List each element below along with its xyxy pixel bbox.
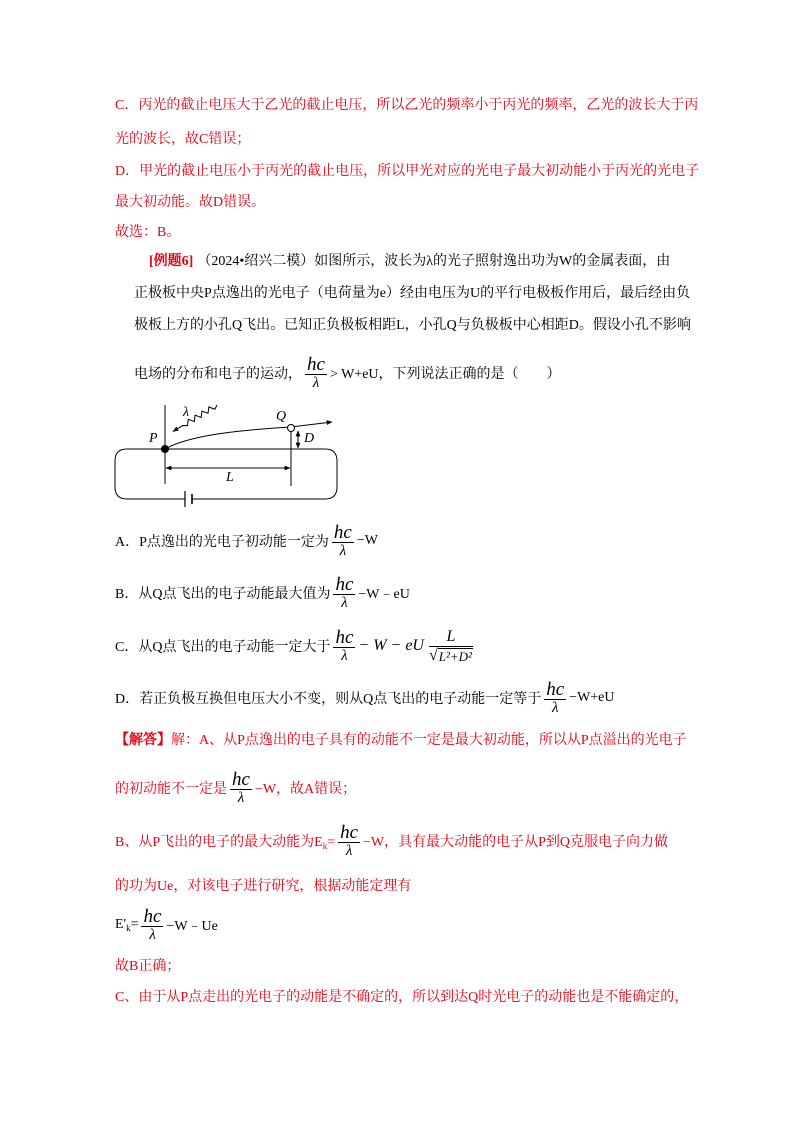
fraction-numerator: hc [335,573,354,595]
fraction-hc-over-lambda [333,573,355,611]
option-b-tail: −W﹣eU [358,587,410,602]
fraction-hc-over-lambda [305,353,327,391]
question-text-4: 电场的分布和电子的运动， [134,367,302,382]
solution-c-line-1: C．丙光的截止电压大于乙光的截止电压，所以乙光的频率小于丙光的频率，乙光的波长大于丙 [115,98,699,113]
fraction-numerator: hc [143,905,162,927]
solution-d-line-2: 最大初动能。故D错误。 [115,195,266,210]
fraction-hc-over-lambda [141,905,163,943]
solution-line-6: 故B正确； [115,959,181,974]
fraction-hc-over-lambda [338,821,360,859]
hole-q [288,425,295,432]
label-p: P [149,431,158,446]
question-line-1 [149,252,670,272]
question-text-1: （2024•绍兴二模）如图所示，波长为λ的光子照射逸出功为W的金属表面，由 [197,254,671,269]
solution-text-2: 的初动能不一定是 [115,782,227,797]
final-answer: 故选：B。 [115,225,181,240]
fraction-denominator: λ [341,594,348,611]
option-d-tail: −W+eU [569,690,615,705]
solution-c-line-2: 光的波长，故C错误； [115,132,251,147]
fraction-numerator: hc [333,521,352,543]
kinetic-energy-symbol: E' [115,917,127,932]
solution-text-3-tail: −W，具有最大动能的电子从P到Q克服电子向力做 [363,835,669,850]
solution-line-2 [115,768,356,808]
fraction-numerator: hc [340,821,359,843]
option-d-text: D．若正负极互换但电压大小不变，则从Q点飞出的电子动能一定等于 [115,692,542,707]
example-tag: [例题6] [149,254,194,269]
fraction-denominator: λ [312,374,320,391]
sqrt-sign: √ [428,646,438,664]
fraction-denominator: λ [341,647,348,664]
capacitor-diagram [100,395,350,515]
question-line-3: 极板上方的小孔Q飞出。已知正负极板相距L，小孔Q与负极板中心相距D。假设小孔不影响 [134,318,691,333]
fraction-hc-over-lambda [333,626,355,664]
fraction-numerator: hc [335,626,354,648]
label-q: Q [276,409,287,424]
question-line-2: 正极板中央P点逸出的光电子（电荷量为e）经由电压为U的平行电极板作用后，最后经由负 [134,286,691,301]
equals-sign: = [130,917,139,932]
fraction-hc-over-lambda [544,678,566,716]
solution-text-3 [115,831,335,851]
label-d: D [304,431,315,446]
solution-d-line-1: D．甲光的截止电压小于丙光的截止电压，所以甲光对应的光电子最大初动能小于丙光的光电子 [115,164,700,179]
equals-sign: = [327,835,336,850]
solution-line-7: C、由于从P点走出的光电子的动能是不确定的，所以到达Q时光电子的动能也是不能确定的， [115,990,689,1005]
option-a-text: A．P点逸出的光电子初动能一定为 [115,535,329,550]
fraction-denominator: λ [237,789,245,806]
solution-text-5-tail: −W﹣Ue [166,919,218,934]
fraction-hc-over-lambda [332,521,354,559]
solution-text-2-tail: −W，故A错误； [254,782,357,797]
point-p [161,445,169,453]
sqrt-fraction-numerator: L [429,629,473,647]
option-c-text: C．从Q点飞出的电子动能一定大于 [115,640,331,655]
fraction-numerator: hc [307,353,325,375]
solution-line-5 [115,905,218,945]
option-b [115,573,410,613]
solution-line-4: 的功为Ue，对该电子进行研究，根据动能定理有 [115,879,412,894]
fraction-hc-over-lambda [230,768,252,806]
option-a [115,521,378,561]
option-c-tail: − W − eU [358,637,424,654]
solution-tag: 【解答】 [115,733,171,748]
sqrt-fraction-denominator [429,647,473,664]
solution-line-3 [115,821,668,861]
question-line-4 [134,353,561,393]
fraction-denominator: λ [339,542,347,559]
sqrt-radicand: L²+D² [438,648,472,664]
subscript-k: k [126,923,131,933]
photon-wavy-arrow [173,405,217,431]
option-d [115,678,615,718]
solution-line-1 [115,731,687,751]
fraction-denominator: λ [551,699,559,716]
option-c [115,624,473,668]
solution-text-1: 解：A、从P点逸出的电子具有的动能不一定是最大初动能，所以从P点溢出的光电子 [171,733,687,748]
subscript-k: k [322,841,328,851]
fraction-numerator: hc [546,678,565,700]
fraction-denominator: λ [149,926,156,943]
question-text-4-tail: > W+eU，下列说法正确的是（ ） [329,367,561,382]
option-a-tail: −W [356,533,378,548]
fraction-denominator: λ [345,842,353,859]
label-l: L [226,470,234,485]
label-lambda: λ [183,405,190,420]
fraction-numerator: hc [232,768,250,790]
option-b-text: B．从Q点飞出的电子动能最大值为 [115,587,331,602]
fraction-l-over-sqrt [429,629,473,664]
solution-text-5 [115,917,138,933]
solution-text-3-main: B、从P飞出的电子的最大动能为E [115,835,323,850]
